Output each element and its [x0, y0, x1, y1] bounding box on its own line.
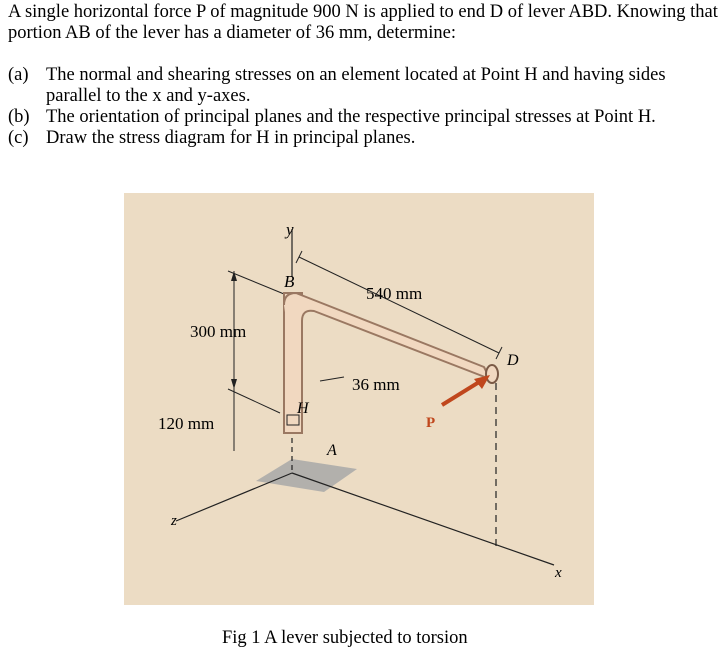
lever-figure — [124, 193, 594, 605]
problem-intro: A single horizontal force P of magnitude 900 N is applied to end D of lever ABD. Knowing that portion AB of the lever has a diameter of 36 mm, determine: — [8, 2, 718, 43]
point-a-label: A — [327, 442, 337, 459]
point-b-label: B — [284, 272, 295, 291]
dim-36-label: 36 mm — [352, 375, 400, 394]
figure-background — [124, 193, 594, 605]
figure-caption-text: Fig 1 A lever subjected to torsion — [222, 628, 468, 648]
part-label: (c) — [8, 128, 29, 148]
part-b — [8, 107, 720, 128]
part-a — [8, 65, 720, 107]
z-axis-label: z — [171, 513, 177, 529]
problem-parts — [8, 65, 720, 149]
point-d-label: D — [507, 352, 519, 369]
part-c — [8, 128, 720, 149]
part-label: (a) — [8, 65, 29, 85]
lever-diagram — [124, 193, 594, 605]
part-label: (b) — [8, 107, 30, 127]
force-p-label: P — [426, 415, 436, 431]
point-h-label: H — [297, 400, 309, 417]
dim-540-label: 540 mm — [366, 284, 423, 303]
part-text: The orientation of principal planes and the respective principal stresses at Point H. — [46, 107, 656, 127]
part-text: Draw the stress diagram for H in principal planes. — [46, 128, 416, 148]
problem-statement — [8, 2, 720, 149]
dim-120-label: 120 mm — [158, 414, 215, 433]
dim-300-label: 300 mm — [190, 322, 247, 341]
x-axis-label: x — [555, 565, 562, 581]
end-d — [486, 365, 498, 383]
y-axis-label: y — [286, 220, 294, 239]
part-text: The normal and shearing stresses on an element located at Point H and having sides parallel to the x and y-axes. — [46, 65, 666, 106]
